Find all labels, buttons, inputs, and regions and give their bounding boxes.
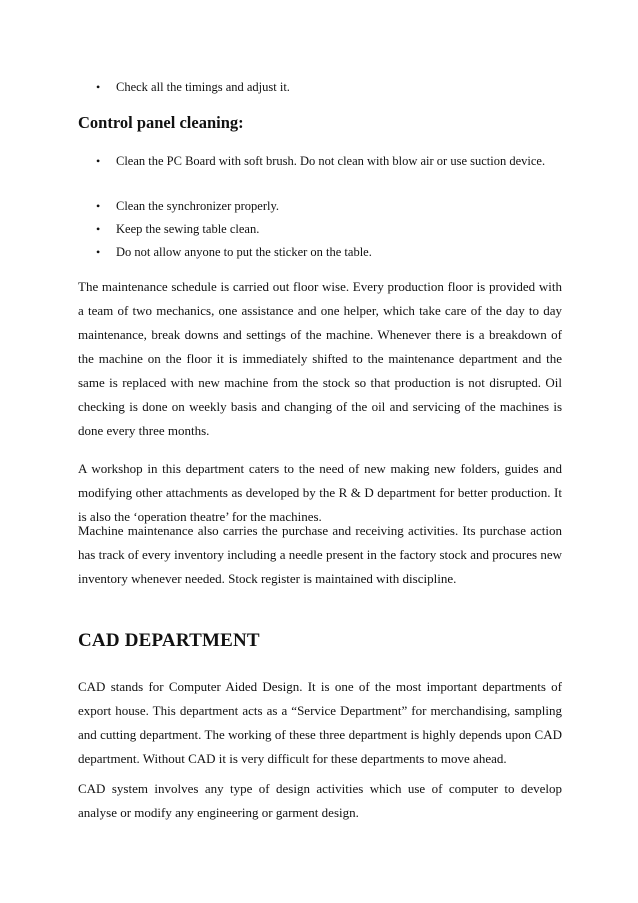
cad-department-heading: CAD DEPARTMENT (78, 630, 260, 651)
bullet-dot-icon: • (96, 80, 101, 94)
bullet-dot-icon: • (96, 245, 101, 259)
bullet-dot-icon: • (96, 222, 101, 236)
bullet-text: Clean the PC Board with soft brush. Do not clean with blow air or use suction device. (116, 154, 546, 168)
bullet-text: Keep the sewing table clean. (116, 222, 260, 236)
bullet-text: Do not allow anyone to put the sticker on the table. (116, 245, 372, 259)
paragraph-maintenance-schedule: The maintenance schedule is carried out floor wise. Every production floor is provided with a team of two mechanics, one assistance and one helper, which take care of the day to day maintenance, break downs and settings of the machine. Whenever there is a breakdown of the machine on the floor it is immediately shifted to the maintenance department and the same is replaced with new machine from the stock so that production is not disrupted. Oil checking is done on weekly basis and changing of the oil and servicing of the machines is done every three months. (78, 279, 562, 438)
bullet-text: Check all the timings and adjust it. (116, 80, 290, 94)
bullet-text: Clean the synchronizer properly. (116, 199, 280, 213)
paragraph-purchase: Machine maintenance also carries the purchase and receiving activities. Its purchase action has track of every inventory including a needle present in the factory stock and procures new inventory whenever needed. Stock register is maintained with discipline. (78, 523, 562, 586)
paragraph-workshop: A workshop in this department caters to the need of new making new folders, guides and modifying other attachments as developed by the R & D department for better production. It is also the ‘operation theatre’ for the machines. (78, 461, 562, 524)
bullet-dot-icon: • (96, 154, 101, 168)
paragraph-cad-system: CAD system involves any type of design activities which use of computer to develop analyse or modify any engineering or garment design. (78, 781, 562, 820)
bullet-dot-icon: • (96, 199, 101, 213)
control-panel-heading: Control panel cleaning: (78, 113, 244, 132)
paragraph-cad-intro: CAD stands for Computer Aided Design. It is one of the most important departments of export house. This department acts as a “Service Department” for merchandising, sampling and cutting department. The working of these three department is highly depends upon CAD department. Without CAD it is very difficult for these departments to move ahead. (78, 679, 562, 766)
